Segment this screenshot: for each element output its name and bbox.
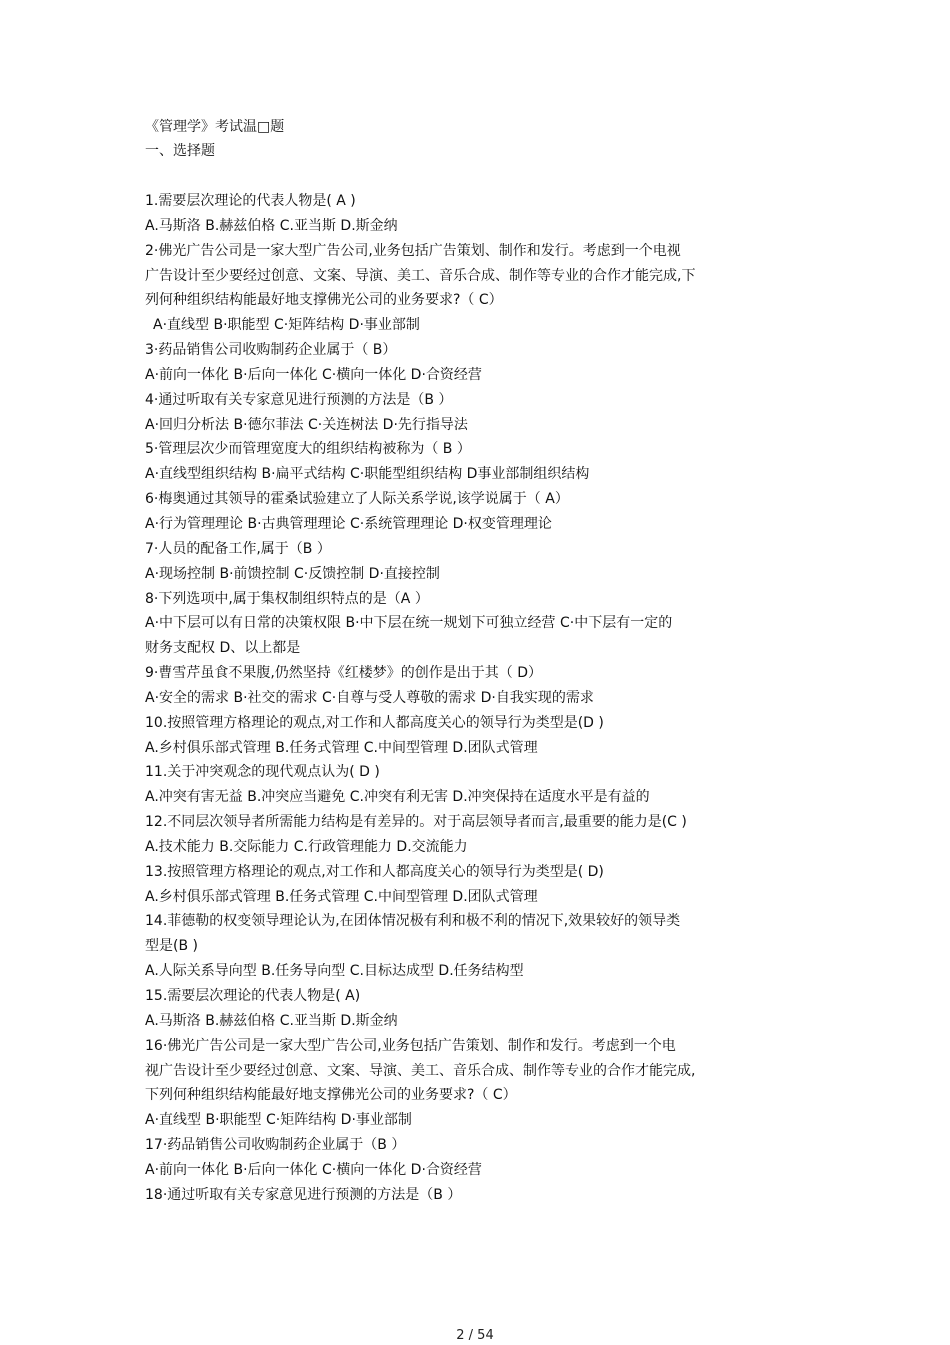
options-line: A·前向一体化 B·后向一体化 C·横向一体化 D·合资经营 — [145, 1161, 482, 1178]
options-line: A.乡村俱乐部式管理 B.任务式管理 C.中间型管理 D.团队式管理 — [145, 888, 538, 905]
options-line: A·行为管理理论 B·古典管理理论 C·系统管理理论 D·权变管理理论 — [145, 515, 552, 532]
options-line: A·回归分析法 B·德尔菲法 C·关连树法 D·先行指导法 — [145, 416, 468, 433]
section-heading: 一、选择题 — [145, 143, 215, 159]
options-line: A.马斯洛 B.赫兹伯格 C.亚当斯 D.斯金纳 — [145, 217, 398, 234]
question-line: 15.需要层次理论的代表人物是( A) — [145, 988, 361, 1004]
question-line: 5·管理层次少而管理宽度大的组织结构被称为（ B ） — [145, 441, 471, 458]
question-line: 16·佛光广告公司是一家大型广告公司,业务包括广告策划、制作和发行。考虑到一个电 — [145, 1037, 676, 1054]
question-line: 7·人员的配备工作,属于（B ） — [145, 540, 331, 557]
options-line: 财务支配权 D、以上都是 — [145, 640, 301, 657]
question-line: 2·佛光广告公司是一家大型广告公司,业务包括广告策划、制作和发行。考虑到一个电视 — [145, 242, 681, 259]
question-line: 型是(B ) — [145, 938, 198, 955]
question-line: 广告设计至少要经过创意、文案、导演、美工、音乐合成、制作等专业的合作才能完成,下 — [145, 267, 696, 284]
question-line: 17·药品销售公司收购制药企业属于（B ） — [145, 1137, 406, 1154]
options-line: A.技术能力 B.交际能力 C.行政管理能力 D.交流能力 — [145, 838, 468, 855]
question-list — [145, 189, 815, 1208]
question-line: 13.按照管理方格理论的观点,对工作和人都高度关心的领导行为类型是( D) — [145, 863, 604, 880]
options-line: A·现场控制 B·前馈控制 C·反馈控制 D·直接控制 — [145, 565, 440, 582]
question-line: 8·下列选项中,属于集权制组织特点的是（A ） — [145, 590, 429, 607]
question-line: 列何种组织结构能最好地支撑佛光公司的业务要求?（ C） — [145, 292, 503, 309]
options-line: A.人际关系导向型 B.任务导向型 C.目标达成型 D.任务结构型 — [145, 963, 524, 980]
question-line: 12.不同层次领导者所需能力结构是有差异的。对于高层领导者而言,最重要的能力是(C ) — [145, 814, 687, 831]
options-line: A.马斯洛 B.赫兹伯格 C.亚当斯 D.斯金纳 — [145, 1012, 398, 1029]
question-line: 1.需要层次理论的代表人物是( A ) — [145, 193, 356, 209]
question-line: 14.菲德勒的权变领导理论认为,在团体情况极有利和极不利的情况下,效果较好的领导类 — [145, 913, 681, 930]
document-title: 《管理学》考试温□题 — [145, 119, 285, 135]
options-line: A·直线型 B·职能型 C·矩阵结构 D·事业部制 — [153, 317, 420, 334]
options-line: A·安全的需求 B·社交的需求 C·自尊与受人尊敬的需求 D·自我实现的需求 — [145, 689, 594, 706]
question-line: 视广告设计至少要经过创意、文案、导演、美工、音乐合成、制作等专业的合作才能完成, — [145, 1062, 696, 1079]
options-line: A·前向一体化 B·后向一体化 C·横向一体化 D·合资经营 — [145, 366, 482, 383]
options-line: A.乡村俱乐部式管理 B.任务式管理 C.中间型管理 D.团队式管理 — [145, 739, 538, 756]
question-line: 6·梅奥通过其领导的霍桑试验建立了人际关系学说,该学说属于（ A） — [145, 491, 569, 508]
question-line: 9·曹雪芹虽食不果腹,仍然坚持《红楼梦》的创作是出于其（ D） — [145, 665, 543, 682]
question-line: 4·通过听取有关专家意见进行预测的方法是（B ） — [145, 391, 453, 408]
question-line: 11.关于冲突观念的现代观点认为( D ) — [145, 764, 380, 781]
options-line: A·直线型 B·职能型 C·矩阵结构 D·事业部制 — [145, 1112, 412, 1129]
question-line: 下列何种组织结构能最好地支撑佛光公司的业务要求?（ C） — [145, 1087, 517, 1104]
options-line: A.冲突有害无益 B.冲突应当避免 C.冲突有利无害 D.冲突保持在适度水平是有益的 — [145, 789, 650, 806]
question-line: 3·药品销售公司收购制药企业属于（ B） — [145, 342, 397, 359]
page-number: 2 / 54 — [456, 1328, 494, 1343]
options-line: A·中下层可以有日常的决策权限 B·中下层在统一规划下可独立经营 C·中下层有一定的 — [145, 615, 673, 632]
options-line: A·直线型组织结构 B·扁平式结构 C·职能型组织结构 D事业部制组织结构 — [145, 466, 590, 483]
question-line: 10.按照管理方格理论的观点,对工作和人都高度关心的领导行为类型是(D ) — [145, 714, 604, 731]
question-line: 18·通过听取有关专家意见进行预测的方法是（B ） — [145, 1186, 462, 1203]
